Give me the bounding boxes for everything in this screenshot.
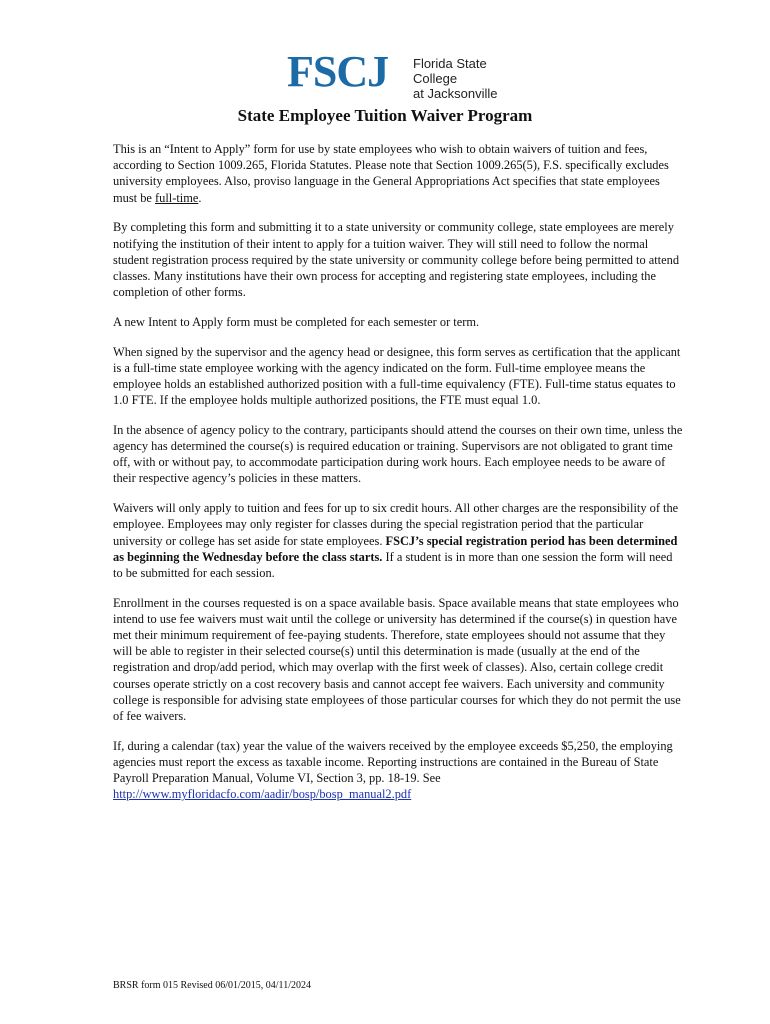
special-registration-bold: FSCJ’s special registration period has been determined as beginning the Wednesday before the class starts.: [113, 533, 678, 564]
paragraph-intro-text: This is an “Intent to Apply” form for use by state employees who wish to obtain waivers of tuition and fees, according to Section 1009.265, Florida Statutes. Please note that Section 1009.265(5), F.S. specifically excludes university employees. Also, proviso language in the General Appropriations Act specifies that state employees must be: [113, 142, 669, 205]
paragraph-taxable: [113, 738, 683, 803]
paragraph-waivers: [113, 500, 683, 581]
fscj-logo: [287, 47, 517, 101]
logo-text: [413, 56, 517, 101]
paragraph-enrollment: Enrollment in the courses requested is on a space available basis. Space available means that state employees who intend to use fee waivers must wait until the college or university has determined if the course(s) in question have met their minimum requirement of fee-paying students. Therefore, state employees should not assume that they will be able to register in their selected course(s) until this determination is made (usually at the end of the registration and drop/add period, which may overlap with the first week of classes). Also, certain college credit courses operate strictly on a cost recovery basis and cannot accept fee waivers. Each university and community college is responsible for advising state employees of those particular courses for which they do not permit the use of fee waivers.: [113, 595, 681, 724]
paragraph-certification: When signed by the supervisor and the agency head or designee, this form serves as certification that the applicant is a full-time state employee working with the agency indicated on the form. Full-time employee means the employee holds an established authorized position with a full-time equivalency (FTE). Full-time status equates to 1.0 FTE. If the employee holds multiple authorized positions, the FTE must equal 1.0.: [113, 344, 681, 408]
paragraph-waivers-text: Waivers will only apply to tuition and fees for up to six credit hours. All other charges are the responsibility of the employee. Employees may only register for classes during the special registration period that the particular university or college has set aside for state employees.: [113, 501, 679, 548]
logo-mark: FSCJ: [287, 47, 389, 96]
logo-line-2: at Jacksonville: [413, 86, 498, 101]
paragraph-taxable-text: If, during a calendar (tax) year the value of the waivers received by the employee exceeds $5,250, the employing agencies must report the excess as taxable income. Reporting instructions are contained in the Bureau of State Payroll Preparation Manual, Volume VI, Section 3, pp. 18-19. See: [113, 738, 673, 786]
paragraph-intro-end: .: [198, 190, 202, 205]
logo-line-1: Florida State College: [413, 56, 487, 86]
bosp-manual-link[interactable]: http://www.myfloridacfo.com/aadir/bosp/bosp_manual2.pdf: [113, 787, 412, 802]
full-time-underlined: full-time: [155, 190, 199, 205]
paragraph-waivers-end: If a student is in more than one session the form will need to be submitted for each session.: [113, 549, 673, 580]
paragraph-new-form: A new Intent to Apply form must be completed for each semester or term.: [113, 314, 480, 329]
footer-revision: BRSR form 015 Revised 06/01/2015, 04/11/2024: [113, 980, 311, 991]
page-title: State Employee Tuition Waiver Program: [237, 106, 533, 125]
paragraph-registration: By completing this form and submitting it to a state university or community college, state employees are merely notifying the institution of their intent to apply for a tuition waiver. They will still need to follow the normal student registration process required by the state university or community college before being permitted to attend classes. Many institutions have their own process for accepting and registering state employees, including the completion of other forms.: [113, 220, 680, 300]
paragraph-agency-policy: In the absence of agency policy to the contrary, participants should attend the courses on their own time, unless the agency has determined the course(s) is required education or training. Supervisors are not obligated to grant time off, with or without pay, to accommodate participation during work hours. Each employee needs to be aware of their respective agency’s policies in these matters.: [113, 422, 683, 486]
document-body: [113, 141, 683, 816]
paragraph-intro: [113, 141, 683, 206]
